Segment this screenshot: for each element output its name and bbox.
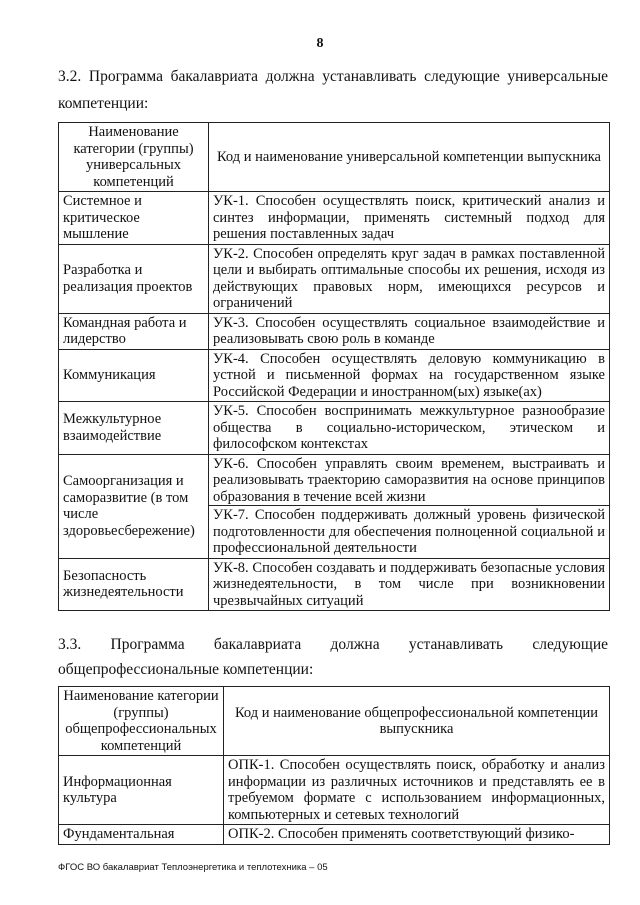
table-row <box>59 756 610 825</box>
universal-competencies-table <box>58 122 610 611</box>
competence-description-cell <box>209 402 610 455</box>
competence-description-cell <box>209 313 610 349</box>
competence-description: ОПК-1. Способен осуществлять поиск, обработку и анализ информации из различных источников и представлять ее в требуемом формате с использованием информационных, компьютерных и сетевых технологий <box>228 757 605 823</box>
competence-description: УК-4. Способен осуществлять деловую коммуникацию в устной и письменной формах на государственном языке Российской Федерации и иностранном(ых) языке(ах) <box>213 350 605 400</box>
table-header-row <box>59 123 610 192</box>
competence-description-cell <box>209 244 610 313</box>
page-number: 8 <box>316 36 324 51</box>
competence-category: Безопасность жизнедеятельности <box>59 558 209 611</box>
competence-description: УК-7. Способен поддерживать должный уровень физической подготовленности для обеспечения полноценной социальной и профессиональной деятельности <box>209 505 609 557</box>
table-row <box>59 454 610 558</box>
header-category: Наименование категории (группы) общепрофессиональных компетенций <box>59 687 224 756</box>
table-header-row <box>59 687 610 756</box>
competence-description: УК-5. Способен воспринимать межкультурное разнообразие общества в социально-историческом, этическом и философском контекстах <box>213 403 605 452</box>
competence-description-cell <box>224 756 610 825</box>
competence-category: Системное и критическое мышление <box>59 192 209 245</box>
competence-description-cell <box>209 454 610 558</box>
competence-category: Межкультурное взаимодействие <box>59 402 209 455</box>
section-3-3-intro-line1: 3.3. Программа бакалавриата должна устанавливать следующие <box>58 636 608 653</box>
footer-note: ФГОС ВО бакалавриат Теплоэнергетика и теплотехника – 05 <box>58 862 328 873</box>
competence-description: УК-6. Способен управлять своим временем, выстраивать и реализовывать траекторию саморазвития на основе принципов образования в течение всей жизни <box>213 455 605 505</box>
competence-description-cell <box>209 558 610 611</box>
table-row <box>59 825 610 845</box>
competence-category: Фундаментальная <box>59 825 224 845</box>
competence-category: Коммуникация <box>59 349 209 402</box>
competence-category: Разработка и реализация проектов <box>59 244 209 313</box>
competence-category: Командная работа и лидерство <box>59 313 209 349</box>
table-row <box>59 349 610 402</box>
competence-description-cell <box>224 825 610 845</box>
competence-description: УК-1. Способен осуществлять поиск, критический анализ и синтез информации, применять системный подход для решения поставленных задач <box>213 193 605 242</box>
competence-description: УК-3. Способен осуществлять социальное взаимодействие и реализовывать свою роль в команде <box>213 314 605 347</box>
section-3-2-intro-line2: компетенции: <box>58 95 149 112</box>
competence-description-cell <box>209 192 610 245</box>
table-row <box>59 313 610 349</box>
table-row <box>59 192 610 245</box>
competence-description: УК-2. Способен определять круг задач в рамках поставленной цели и выбирать оптимальные способы их решения, исходя из действующих правовых норм, имеющихся ресурсов и ограничений <box>213 245 605 311</box>
competence-category: Информационная культура <box>59 756 224 825</box>
section-3-2-intro-line1: 3.2. Программа бакалавриата должна устанавливать следующие универсальные <box>58 68 608 85</box>
section-3-3-intro-line2: общепрофессиональные компетенции: <box>58 661 314 678</box>
header-competence: Код и наименование общепрофессиональной компетенции выпускника <box>224 687 610 756</box>
table-row <box>59 558 610 611</box>
competence-category: Самоорганизация и саморазвитие (в том числе здоровьесбережение) <box>59 454 209 558</box>
competence-description: УК-8. Способен создавать и поддерживать безопасные условия жизнедеятельности, в том числе при возникновении чрезвычайных ситуаций <box>213 559 605 609</box>
table-row <box>59 402 610 455</box>
competence-description-cell <box>209 349 610 402</box>
header-competence: Код и наименование универсальной компетенции выпускника <box>209 123 610 192</box>
table-row <box>59 244 610 313</box>
header-category: Наименование категории (группы) универсальных компетенций <box>59 123 209 192</box>
general-professional-competencies-table <box>58 686 610 845</box>
competence-description: ОПК-2. Способен применять соответствующий физико- <box>228 826 575 842</box>
